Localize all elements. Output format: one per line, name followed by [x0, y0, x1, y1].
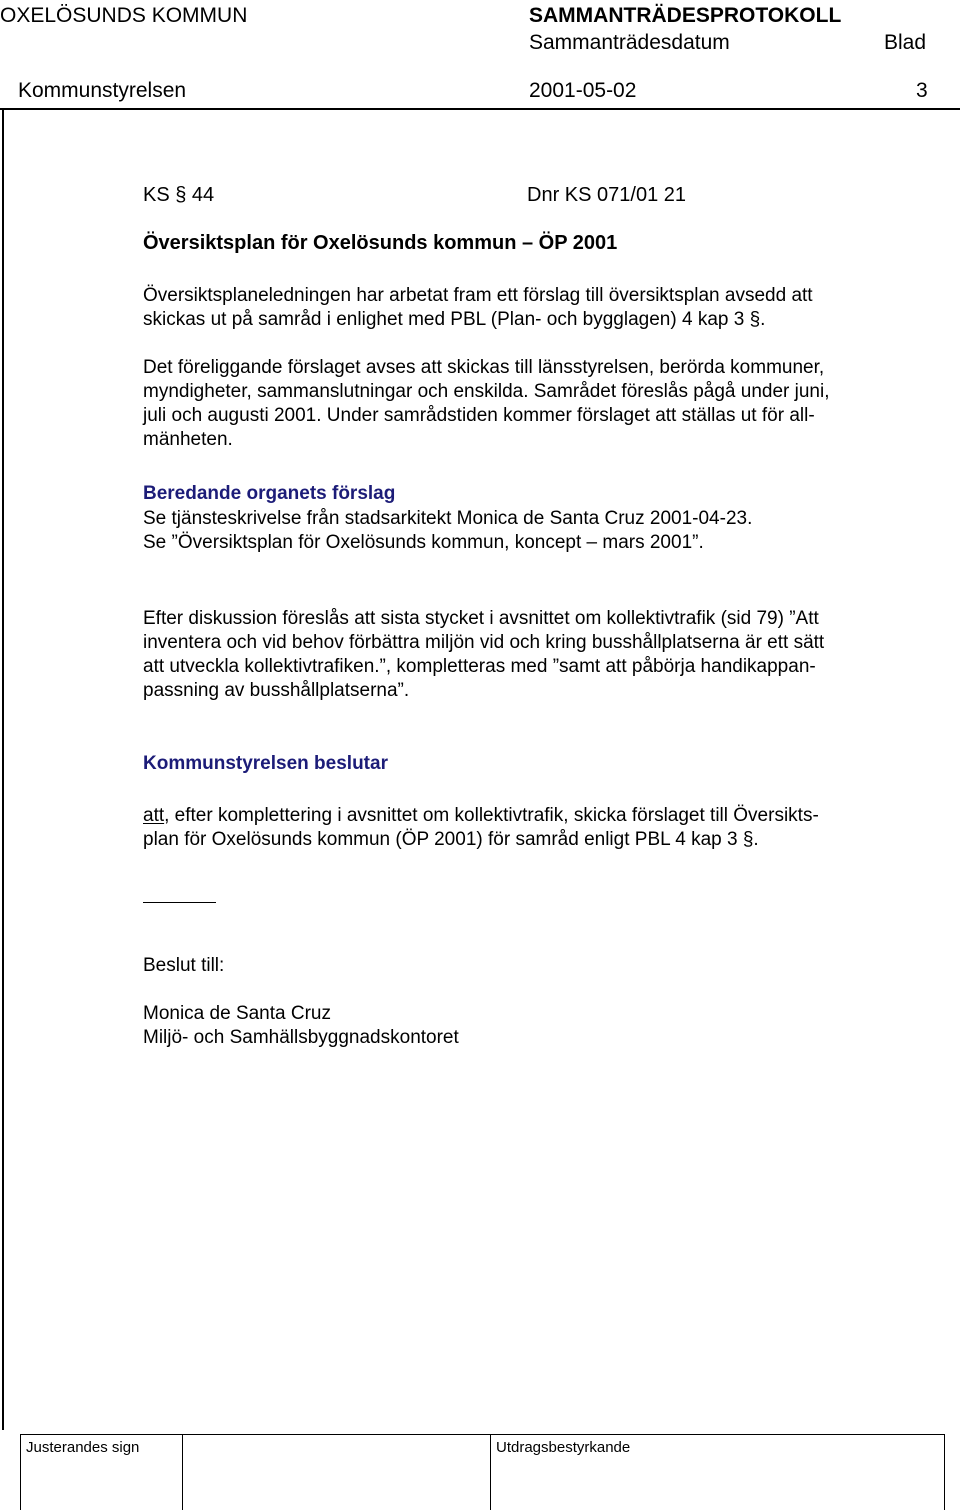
- meeting-date: 2001-05-02: [529, 79, 637, 102]
- paragraph-2-line: myndigheter, sammanslutningar och enskilda. Samrådet föreslås pågå under juni,: [143, 381, 830, 402]
- footer-divider-middle: [490, 1434, 491, 1510]
- decision-line: [143, 804, 819, 828]
- header-rule: [0, 108, 960, 110]
- paragraph-1-line: Översiktsplaneledningen har arbetat fram ett förslag till översiktsplan avsedd att: [143, 285, 813, 306]
- discussion-paragraph: [143, 607, 824, 703]
- recipient: Miljö- och Samhällsbyggnadskontoret: [143, 1027, 459, 1048]
- page-number: 3: [916, 79, 928, 102]
- decision-line: plan för Oxelösunds kommun (ÖP 2001) för samråd enligt PBL 4 kap 3 §.: [143, 829, 759, 850]
- discussion-line: inventera och vid behov förbättra miljön vid och kring busshållplatserna är ett sätt: [143, 632, 825, 653]
- paragraph-2-line: juli och augusti 2001. Under samrådstiden kommer förslaget att ställas ut för all-: [143, 405, 815, 426]
- footer-left-border: [20, 1434, 21, 1510]
- paragraph-1: [143, 284, 813, 332]
- separator-rule: [143, 902, 216, 903]
- diary-number: Dnr KS 071/01 21: [527, 184, 686, 206]
- footer-rule: [20, 1434, 944, 1435]
- decision-heading: Kommunstyrelsen beslutar: [143, 753, 388, 774]
- discussion-line: att utveckla kollektivtrafiken.”, kompletteras med ”samt att påbörja handikappan-: [143, 656, 816, 677]
- discussion-line: Efter diskussion föreslås att sista stycket i avsnittet om kollektivtrafik (sid 79) ”Att: [143, 608, 819, 629]
- item-title: Översiktsplan för Oxelösunds kommun – ÖP 2001: [143, 232, 618, 254]
- municipality-name: OXELÖSUNDS KOMMUN: [0, 4, 248, 27]
- left-margin-rule: [2, 108, 4, 1430]
- document-type: SAMMANTRÄDESPROTOKOLL: [529, 4, 842, 27]
- decision-keyword: att: [143, 805, 165, 826]
- discussion-line: passning av busshållplatserna”.: [143, 680, 410, 701]
- paragraph-2-line: Det föreliggande förslaget avses att skickas till länsstyrelsen, berörda kommuner,: [143, 357, 825, 378]
- footer-divider-left: [182, 1434, 183, 1510]
- proposal-line: Se tjänsteskrivelse från stadsarkitekt Monica de Santa Cruz 2001-04-23.: [143, 508, 753, 529]
- footer-right-border: [944, 1434, 945, 1510]
- decision-text: [143, 804, 819, 852]
- recipient: Monica de Santa Cruz: [143, 1003, 331, 1024]
- proposal-text: [143, 507, 752, 555]
- proposal-heading: Beredande organets förslag: [143, 483, 396, 504]
- paragraph-number: KS § 44: [143, 184, 215, 206]
- sent-to-label: Beslut till:: [143, 955, 225, 976]
- recipients-list: [143, 1002, 459, 1050]
- page-label: Blad: [884, 31, 927, 54]
- paragraph-2-line: mänheten.: [143, 429, 233, 450]
- footer-certification-label: Utdragsbestyrkande: [496, 1439, 631, 1456]
- date-label: Sammanträdesdatum: [529, 31, 730, 54]
- body-name: Kommunstyrelsen: [18, 79, 187, 102]
- paragraph-2: [143, 356, 830, 452]
- paragraph-1-line: skickas ut på samråd i enlighet med PBL (Plan- och bygglagen) 4 kap 3 §.: [143, 309, 766, 330]
- decision-line-1-rest: , efter komplettering i avsnittet om kollektivtrafik, skicka förslaget till Översikts-: [164, 805, 819, 826]
- footer-signature-label: Justerandes sign: [26, 1439, 140, 1456]
- proposal-line: Se ”Översiktsplan för Oxelösunds kommun, koncept – mars 2001”.: [143, 532, 704, 553]
